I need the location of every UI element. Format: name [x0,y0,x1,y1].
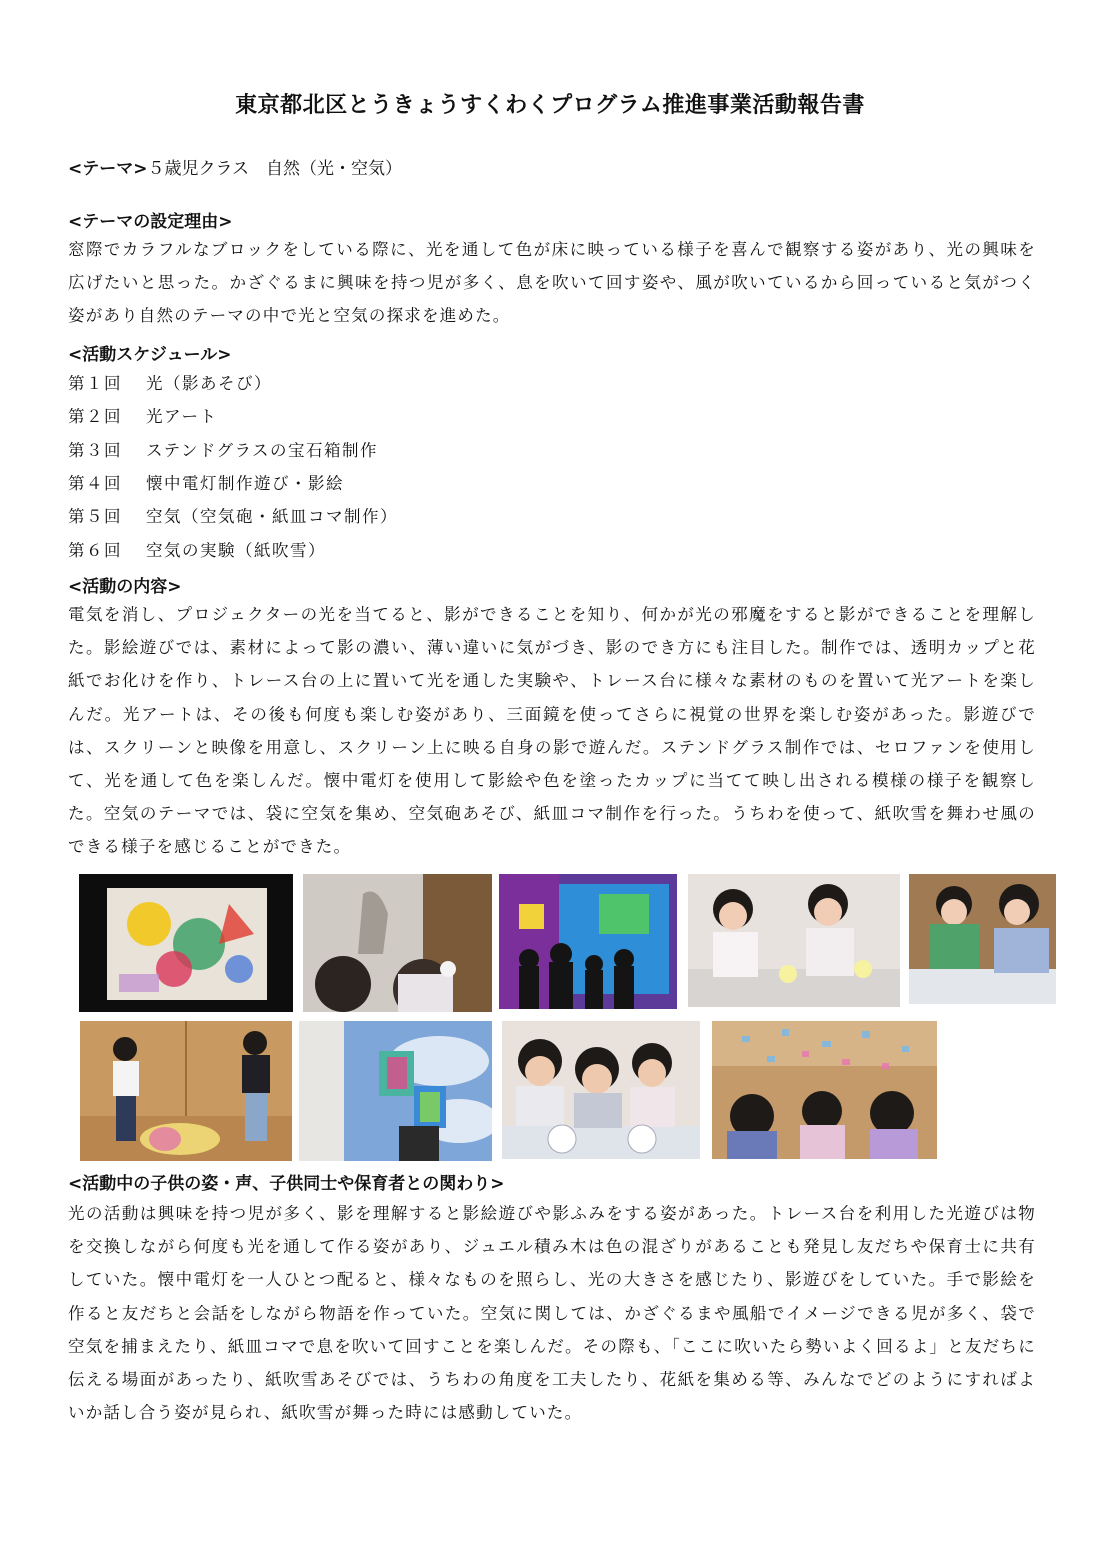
schedule-item-text: 空気（空気砲・紙皿コマ制作） [146,507,398,526]
content-paragraph: 電気を消し、プロジェクターの光を当てると、影ができることを知り、何かが光の邪魔をすると影ができることを理解した。影絵遊びでは、素材によって影の濃い、薄い違いに気がづき、影のでき方にも注目した。制作では、透明カップと花紙でお化けを作り、トレース台の上に置いて光を通した実験や、トレース台に様々な素材のものを置いて光アートを楽しんだ。光アートは、その後も何度も楽しむ姿があり、三面鏡を使ってさらに視覚の世界を楽しむ姿があった。影遊びでは、スクリーンと映像を用意し、スクリーン上に映る自身の影で遊んだ。ステンドグラス制作では、セロファンを使用して、光を通して色を楽しんだ。懐中電灯を使用して影絵や色を塗ったカップに当てて映し出される模様の様子を観察した。空気のテーマでは、袋に空気を集め、空気砲あそび、紙皿コマ制作を行った。うちわを使って、紙吹雪を舞わせ風のできる様子を感じることができた。 [68,605,1036,857]
document-title: 東京都北区とうきょうすくわくプログラム推進事業活動報告書 [235,93,865,118]
children-heading: <活動中の子供の姿・声、子供同士や保育者との関わり> [68,1174,505,1194]
photo-flashlight-girls [688,874,900,1007]
schedule-item [68,537,326,561]
schedule-item-number: 第５回 [68,507,122,526]
theme-text: ５歳児クラス 自然（光・空気） [147,159,402,179]
children-paragraph: 光の活動は興味を持つ児が多く、影を理解すると影絵遊びや影ふみをする姿があった。トレース台を利用した光遊びは物を交換しながら何度も光を通して作る姿があり、ジュエル積み木は色の混ざりがあることも発見し友だちや保育士に共有していた。懐中電灯を一人ひとつ配ると、様々なものを照らし、光の大きさを感じたり、影遊びをしていた。手で影絵を作ると友だちと会話をしながら物語を作っていた。空気に関しては、かざぐるまや風船でイメージできる児が多く、袋で空気を捕まえたり、紙皿コマで息を吹いて回すことを楽しんだ。その際も、「ここに吹いたら勢いよく回るよ」と友だちに伝える場面があったり、紙吹雪あそびでは、うちわの角度を工夫したり、花紙を集める等、みんなでどのようにすればよいか話し合う姿が見られ、紙吹雪が舞った時には感動していた。 [68,1204,1036,1423]
photo-light-art [79,874,293,1012]
schedule-item-number: 第２回 [68,407,122,426]
schedule-item [68,470,344,494]
schedule-item [68,403,218,427]
photo-tracing-table [909,874,1056,1004]
photo-shadow-play [303,874,492,1012]
schedule-item-text: ステンドグラスの宝石箱制作 [146,441,379,460]
photo-screen-shadows [499,874,677,1009]
schedule-item-text: 空気の実験（紙吹雪） [146,541,326,560]
schedule-item-number: 第３回 [68,441,122,460]
schedule-item [68,437,378,461]
schedule-item-text: 光アート [146,407,218,426]
photo-cellophane-sky [299,1021,492,1161]
schedule-item-text: 光（影あそび） [146,374,272,393]
schedule-item-number: 第１回 [68,374,122,393]
schedule-item-text: 懐中電灯制作遊び・影絵 [146,474,344,493]
reason-paragraph: 窓際でカラフルなブロックをしている際に、光を通して色が床に映っている様子を喜んで観察する姿があり、光の興味を広げたいと思った。かざぐるまに興味を持つ児が多く、息を吹いて回す姿や、風が吹いているから回っていると気がつく姿があり自然のテーマの中で光と空気の探求を進めた。 [68,240,1036,326]
schedule-item-number: 第４回 [68,474,122,493]
schedule-heading: <活動スケジュール> [68,345,232,365]
photo-flashlight-floor [80,1021,292,1161]
reason-heading: <テーマの設定理由> [68,212,233,232]
schedule-item [68,370,272,394]
schedule-item [68,503,398,527]
photo-blowing-tops [502,1021,700,1159]
schedule-item-number: 第６回 [68,541,122,560]
photo-paper-snow [712,1021,937,1159]
theme-label: <テーマ> [68,159,148,179]
content-heading: <活動の内容> [68,577,182,597]
theme-line [68,154,402,179]
